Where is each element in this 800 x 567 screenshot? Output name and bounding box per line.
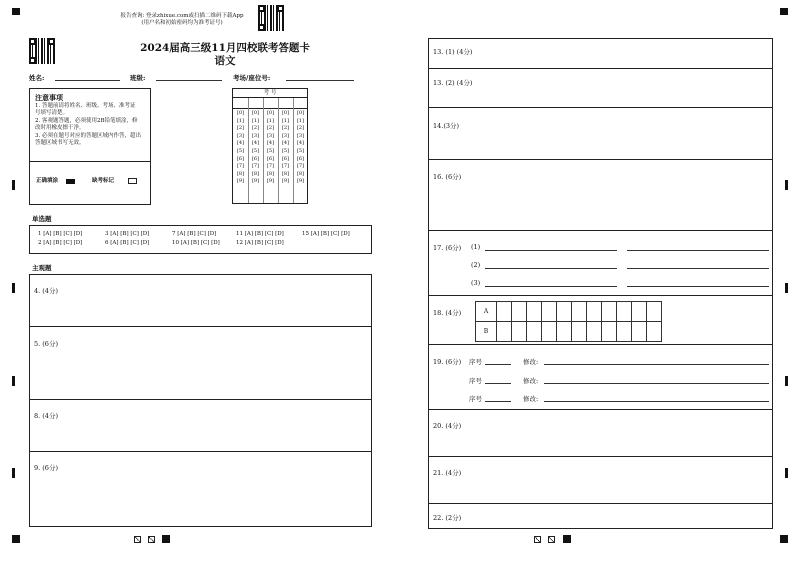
seq-label: 序号 [469, 395, 482, 403]
instruction-line: 3. 必须在题号对应的答题区域内作答，超出 [35, 132, 141, 139]
question-label: 20. (4分) [433, 422, 462, 430]
question-label: 8. (4分) [34, 412, 58, 420]
answer-area-q17 [428, 230, 773, 296]
answer-area-q5[interactable] [29, 326, 372, 400]
answer-area-q19 [428, 344, 773, 410]
question-label: 5. (6分) [34, 340, 58, 348]
edit-field[interactable] [544, 364, 769, 365]
choice-item[interactable]: 10 [A] [B] [C] [D] [172, 240, 220, 246]
report-notice [112, 13, 252, 28]
part-label: (1) [471, 243, 481, 251]
choice-section-title: 单选题 [32, 215, 52, 223]
qr-code-icon [258, 5, 284, 31]
answer-area-q8[interactable] [29, 399, 372, 452]
seq-label: 序号 [469, 358, 482, 366]
question-label: 9. (6分) [34, 464, 58, 472]
side-mark [12, 283, 15, 293]
page-subtitle: 语文 [214, 55, 236, 67]
page-title: 2024届高三级11月四校联考答题卡 [140, 42, 310, 54]
choice-item[interactable]: 11 [A] [B] [C] [D] [236, 231, 284, 237]
answer-area-q14[interactable] [428, 107, 773, 160]
answer-area-q13-2[interactable] [428, 68, 773, 108]
page-marker-box [134, 536, 141, 543]
question-label: 13. (2) (4分) [433, 79, 473, 87]
edit-label: 修改: [523, 377, 539, 385]
exam-id-grid [232, 88, 308, 204]
choice-item[interactable]: 7 [A] [B] [C] [D] [172, 231, 217, 237]
answer-line[interactable] [485, 268, 617, 269]
choice-grid [29, 225, 372, 254]
instructions-list [35, 103, 147, 148]
instructions-box [29, 88, 151, 205]
seq-field[interactable] [485, 364, 511, 365]
row-label: B [476, 322, 497, 342]
exam-id-column[interactable]: [0] [1] [2] [3] [4] [5] [6] [7] [8] [9] [236, 110, 245, 185]
answer-line[interactable] [627, 268, 769, 269]
answer-line[interactable] [627, 286, 769, 287]
question-label: 19. (6分) [433, 358, 462, 366]
row-label: A [476, 302, 497, 322]
absent-mark-label: 缺考标记 [92, 178, 115, 184]
exam-id-column[interactable]: [0] [1] [2] [3] [4] [5] [6] [7] [8] [9] [251, 110, 260, 185]
answer-line[interactable] [485, 286, 617, 287]
timing-mark [780, 8, 788, 15]
question-label: 4. (4分) [34, 287, 58, 295]
name-label: 姓名: [29, 74, 45, 82]
exam-id-column[interactable]: [0] [1] [2] [3] [4] [5] [6] [7] [8] [9] [296, 110, 305, 185]
class-field[interactable] [156, 80, 222, 81]
room-label: 考场/座位号: [233, 74, 271, 82]
instruction-line: 2. 客观题答题，必须使用2B铅笔填涂，修 [35, 117, 138, 124]
side-mark [12, 180, 15, 190]
edit-label: 修改: [523, 395, 539, 403]
answer-area-q4[interactable] [29, 274, 372, 327]
qr-code-icon [29, 38, 55, 64]
side-mark [785, 376, 788, 386]
choice-item[interactable]: 6 [A] [B] [C] [D] [105, 240, 150, 246]
instruction-line: 答题区域书写无效。 [35, 140, 85, 147]
page-marker-box [548, 536, 555, 543]
question-label: 14.(3分) [433, 122, 460, 130]
room-field[interactable] [286, 80, 354, 81]
choice-item[interactable]: 12 [A] [B] [C] [D] [236, 240, 284, 246]
answer-area-q22[interactable] [428, 503, 773, 529]
side-mark [785, 468, 788, 478]
correct-fill-sample [66, 179, 75, 184]
question-label: 17. (6分) [433, 244, 462, 252]
question-label: 18. (4分) [433, 309, 462, 317]
answer-area-q21[interactable] [428, 456, 773, 504]
page-marker-box [534, 536, 541, 543]
answer-line[interactable] [627, 250, 769, 251]
answer-line[interactable] [485, 250, 617, 251]
q18-grid [475, 301, 662, 342]
answer-area-q20[interactable] [428, 409, 773, 457]
question-label: 22. (2分) [433, 514, 462, 522]
question-label: 21. (4分) [433, 469, 462, 477]
exam-id-column[interactable]: [0] [1] [2] [3] [4] [5] [6] [7] [8] [9] [266, 110, 275, 185]
answer-area-q13-1[interactable] [428, 38, 773, 69]
page-marker-box [148, 536, 155, 543]
instructions-heading: 注意事项 [35, 93, 63, 102]
seq-field[interactable] [485, 383, 511, 384]
exam-id-column[interactable]: [0] [1] [2] [3] [4] [5] [6] [7] [8] [9] [281, 110, 290, 185]
answer-area-q9[interactable] [29, 451, 372, 527]
instruction-line: 号填写清楚。 [35, 110, 69, 117]
part-label: (2) [471, 261, 481, 269]
report-notice-line1: 报告查询: 登录zhixue.com或扫描二维码下载App [120, 13, 244, 19]
instruction-line: 改时用橡皮擦干净。 [35, 125, 85, 132]
absent-mark-checkbox[interactable] [128, 178, 137, 184]
edit-label: 修改: [523, 358, 539, 366]
edit-field[interactable] [544, 401, 769, 402]
report-notice-line2: (用户名和初始密码均为准考证号) [141, 20, 223, 27]
choice-item[interactable]: 3 [A] [B] [C] [D] [105, 231, 150, 237]
question-label: 13. (1) (4分) [433, 48, 473, 56]
q18-row-a [476, 302, 662, 322]
timing-mark [780, 535, 788, 543]
seq-field[interactable] [485, 401, 511, 402]
side-mark [785, 180, 788, 190]
timing-mark [162, 535, 170, 543]
answer-area-q18 [428, 295, 773, 345]
answer-area-q16[interactable] [428, 159, 773, 231]
edit-field[interactable] [544, 383, 769, 384]
choice-item[interactable]: 1 [A] [B] [C] [D] [38, 231, 83, 237]
q18-row-b [476, 322, 662, 342]
part-label: (3) [471, 279, 481, 287]
subjective-section-title: 主观题 [32, 264, 52, 272]
instruction-line: 1. 答题前请将姓名、班级、考场、准考证 [35, 103, 136, 109]
timing-mark [12, 8, 20, 15]
side-mark [785, 283, 788, 293]
side-mark [12, 468, 15, 478]
seq-label: 序号 [469, 377, 482, 385]
timing-mark [563, 535, 571, 543]
question-label: 16. (6分) [433, 173, 462, 181]
choice-item[interactable]: 15 [A] [B] [C] [D] [302, 231, 350, 237]
correct-fill-label: 正确填涂 [36, 178, 59, 184]
choice-item[interactable]: 2 [A] [B] [C] [D] [38, 240, 83, 246]
side-mark [12, 376, 15, 386]
timing-mark [12, 535, 20, 543]
exam-id-header: 考 号 [233, 89, 307, 98]
class-label: 班级: [130, 74, 146, 82]
name-field[interactable] [55, 80, 120, 81]
